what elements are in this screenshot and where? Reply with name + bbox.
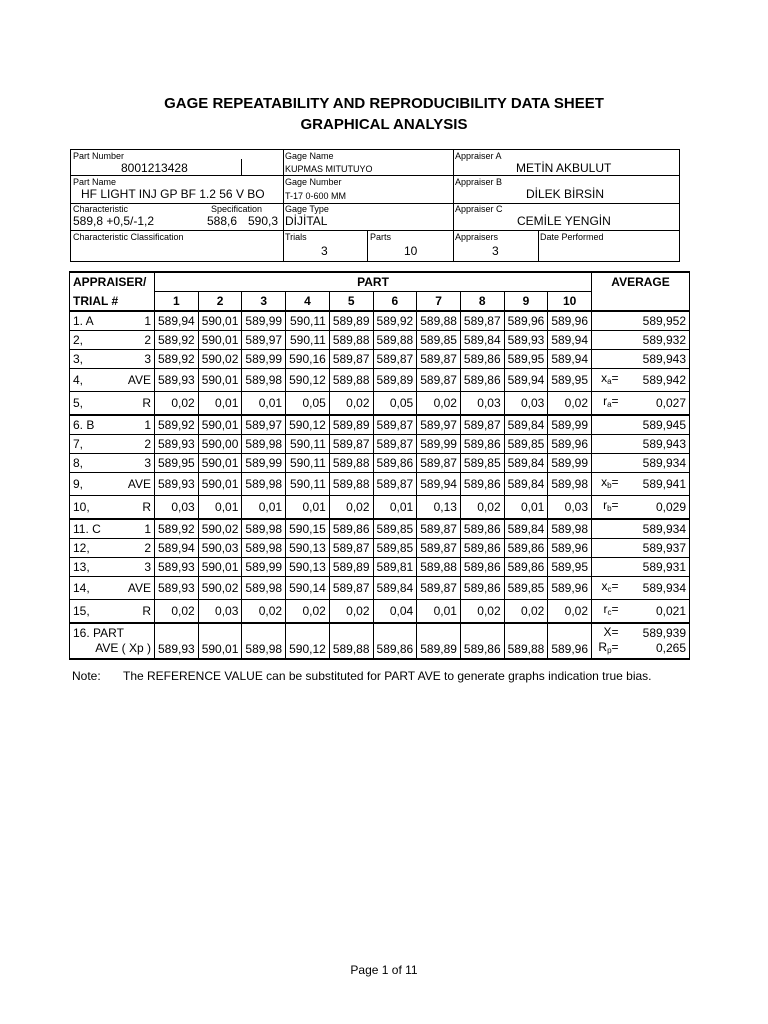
- row-label: 13, 3: [70, 558, 155, 577]
- cell-value: 589,95: [548, 369, 592, 392]
- part-average-value: 590,12: [286, 623, 330, 659]
- part-number-header: 5: [329, 292, 373, 312]
- cell-value: 589,96: [548, 577, 592, 600]
- cell-value: 0,02: [417, 392, 461, 416]
- cell-value: 589,86: [460, 435, 504, 454]
- average-symbol: [592, 331, 622, 350]
- cell-value: 589,94: [417, 473, 461, 496]
- row-average: 589,945: [622, 415, 690, 435]
- average-symbol: $x_b=$: [592, 473, 622, 496]
- cell-value: 0,05: [373, 392, 417, 416]
- table-row: [70, 331, 690, 350]
- appraisers-value: 3: [492, 244, 499, 258]
- cell-value: 589,94: [504, 369, 548, 392]
- row-average: 589,934: [622, 454, 690, 473]
- cell-value: 589,93: [155, 435, 199, 454]
- cell-value: 589,87: [329, 350, 373, 369]
- cell-value: 589,98: [242, 519, 286, 539]
- cell-value: 590,12: [286, 415, 330, 435]
- cell-value: 589,87: [460, 311, 504, 331]
- characteristic-value: 589,8 +0,5/-1,2: [73, 214, 155, 228]
- cell-value: 589,98: [548, 473, 592, 496]
- cell-value: 589,88: [373, 331, 417, 350]
- row-label: 1. A 1: [70, 311, 155, 331]
- cell-value: 589,87: [373, 435, 417, 454]
- part-number-header: 10: [548, 292, 592, 312]
- cell-value: 590,02: [198, 577, 242, 600]
- page-title-line1: GAGE REPEATABILITY AND REPRODUCIBILITY DATA SHEET: [164, 95, 604, 112]
- cell-value: 589,88: [417, 311, 461, 331]
- grand-average-symbols: X= $R_p=$: [592, 623, 622, 659]
- gage-name-value: KUPMAS MITUTUYO: [285, 164, 373, 174]
- row-label: 11. C 1: [70, 519, 155, 539]
- cell-value: 589,87: [460, 415, 504, 435]
- part-number-label: Part Number: [73, 151, 125, 161]
- appraiser-a-value: METİN AKBULUT: [516, 161, 612, 175]
- appraiser-header: APPRAISER/: [70, 272, 155, 292]
- gage-type-value: DİJİTAL: [285, 214, 328, 228]
- grand-average-values: 589,939 0,265: [622, 623, 690, 659]
- cell-value: 589,89: [373, 369, 417, 392]
- cell-value: 589,86: [460, 577, 504, 600]
- part-number-header: 2: [198, 292, 242, 312]
- cell-value: 590,16: [286, 350, 330, 369]
- cell-value: 589,86: [504, 539, 548, 558]
- cell-value: 589,86: [460, 558, 504, 577]
- cell-value: 589,93: [155, 577, 199, 600]
- cell-value: 589,87: [329, 539, 373, 558]
- cell-value: 590,01: [198, 558, 242, 577]
- cell-value: 589,86: [460, 473, 504, 496]
- cell-value: 589,88: [329, 369, 373, 392]
- cell-value: 589,87: [417, 577, 461, 600]
- cell-value: 589,98: [548, 519, 592, 539]
- appraiser-b-label: Appraiser B: [455, 177, 503, 187]
- row-label: 15, R: [70, 600, 155, 624]
- cell-value: 589,87: [373, 350, 417, 369]
- cell-value: 589,84: [504, 519, 548, 539]
- cell-value: 590,11: [286, 454, 330, 473]
- cell-value: 590,13: [286, 539, 330, 558]
- cell-value: 589,89: [329, 311, 373, 331]
- cell-value: 0,02: [548, 392, 592, 416]
- cell-value: 589,87: [417, 539, 461, 558]
- cell-value: 590,11: [286, 311, 330, 331]
- cell-value: 589,93: [155, 473, 199, 496]
- table-row: [70, 577, 690, 600]
- cell-value: 589,92: [155, 331, 199, 350]
- part-number-value: 8001213428: [121, 161, 188, 175]
- row-average: 0,021: [622, 600, 690, 624]
- cell-value: 0,04: [373, 600, 417, 624]
- cell-value: 590,01: [198, 311, 242, 331]
- table-row: [70, 415, 690, 435]
- part-average-value: 589,93: [155, 623, 199, 659]
- cell-value: 589,98: [242, 577, 286, 600]
- cell-value: 0,02: [329, 392, 373, 416]
- average-symbol: $r_c=$: [592, 600, 622, 624]
- average-symbol: $x_a=$: [592, 369, 622, 392]
- note-text: The REFERENCE VALUE can be substituted for PART AVE to generate graphs indication true bias.: [123, 669, 652, 683]
- cell-value: 0,02: [155, 600, 199, 624]
- part-number-header: 4: [286, 292, 330, 312]
- cell-value: 0,02: [460, 600, 504, 624]
- table-row: [70, 558, 690, 577]
- spec-high-value: 590,3: [248, 214, 279, 228]
- cell-value: 590,01: [198, 369, 242, 392]
- table-row: [70, 496, 690, 520]
- average-header: AVERAGE: [592, 272, 690, 292]
- cell-value: 589,94: [548, 331, 592, 350]
- cell-value: 0,02: [548, 600, 592, 624]
- average-symbol: [592, 539, 622, 558]
- cell-value: 589,92: [155, 350, 199, 369]
- table-row: [70, 473, 690, 496]
- cell-value: 589,87: [329, 435, 373, 454]
- part-number-header: 6: [373, 292, 417, 312]
- row-average: 589,952: [622, 311, 690, 331]
- cell-value: 589,86: [460, 369, 504, 392]
- gage-number-value: T-17 0-600 MM: [285, 191, 347, 201]
- cell-value: 589,97: [242, 415, 286, 435]
- cell-value: 589,89: [329, 558, 373, 577]
- part-name-value: HF LIGHT INJ GP BF 1.2 56 V BO: [81, 187, 265, 201]
- specification-label: Specification: [211, 204, 263, 214]
- cell-value: 590,00: [198, 435, 242, 454]
- header-info-block: [70, 149, 680, 262]
- cell-value: 589,92: [155, 519, 199, 539]
- cell-value: 589,85: [460, 454, 504, 473]
- appraiser-b-value: DİLEK BİRSİN: [526, 187, 605, 201]
- trials-label: Trials: [285, 232, 307, 242]
- cell-value: 589,98: [242, 435, 286, 454]
- row-average: 0,027: [622, 392, 690, 416]
- cell-value: 589,88: [329, 454, 373, 473]
- spec-low-value: 588,6: [207, 214, 238, 228]
- part-average-row: [70, 623, 690, 659]
- part-number-header: 3: [242, 292, 286, 312]
- cell-value: 589,94: [155, 539, 199, 558]
- row-label: 8, 3: [70, 454, 155, 473]
- cell-value: 589,85: [373, 539, 417, 558]
- cell-value: 589,95: [155, 454, 199, 473]
- part-average-value: 589,89: [417, 623, 461, 659]
- appraiser-c-label: Appraiser C: [455, 204, 503, 214]
- cell-value: 589,86: [373, 454, 417, 473]
- cell-value: 590,14: [286, 577, 330, 600]
- row-label: 2, 2: [70, 331, 155, 350]
- characteristic-label: Characteristic: [73, 204, 129, 214]
- date-performed-label: Date Performed: [540, 232, 604, 242]
- row-label: 10, R: [70, 496, 155, 520]
- cell-value: 589,87: [373, 415, 417, 435]
- average-symbol: $r_b=$: [592, 496, 622, 520]
- part-average-value: 589,86: [373, 623, 417, 659]
- cell-value: 590,11: [286, 435, 330, 454]
- cell-value: 0,02: [329, 600, 373, 624]
- part-name-label: Part Name: [73, 177, 117, 187]
- cell-value: 589,96: [504, 311, 548, 331]
- table-row: [70, 392, 690, 416]
- cell-value: 0,03: [198, 600, 242, 624]
- table-row: [70, 454, 690, 473]
- table-row: [70, 600, 690, 624]
- part-number-header: 1: [155, 292, 199, 312]
- cell-value: 589,98: [242, 369, 286, 392]
- average-symbol: [592, 415, 622, 435]
- cell-value: 589,99: [242, 454, 286, 473]
- row-label: 6. B 1: [70, 415, 155, 435]
- cell-value: 0,01: [286, 496, 330, 520]
- cell-value: 590,03: [198, 539, 242, 558]
- cell-value: 590,01: [198, 415, 242, 435]
- part-average-value: 589,98: [242, 623, 286, 659]
- appraisers-label: Appraisers: [455, 232, 499, 242]
- trial-header: TRIAL #: [70, 292, 155, 312]
- cell-value: 589,92: [155, 415, 199, 435]
- row-average: 0,029: [622, 496, 690, 520]
- cell-value: 589,93: [504, 331, 548, 350]
- part-average-value: 589,86: [460, 623, 504, 659]
- cell-value: 590,11: [286, 473, 330, 496]
- cell-value: 589,95: [504, 350, 548, 369]
- cell-value: 589,87: [329, 577, 373, 600]
- average-symbol: $x_c=$: [592, 577, 622, 600]
- cell-value: 0,03: [504, 392, 548, 416]
- part-number-header: 8: [460, 292, 504, 312]
- cell-value: 589,87: [417, 519, 461, 539]
- part-average-value: 589,88: [329, 623, 373, 659]
- row-label: 3, 3: [70, 350, 155, 369]
- row-average: 589,934: [622, 519, 690, 539]
- cell-value: 0,01: [242, 496, 286, 520]
- cell-value: 0,02: [504, 600, 548, 624]
- char-classification-label: Characteristic Classification: [73, 232, 184, 242]
- cell-value: 590,11: [286, 331, 330, 350]
- cell-value: 0,01: [242, 392, 286, 416]
- cell-value: 589,94: [548, 350, 592, 369]
- row-average: 589,931: [622, 558, 690, 577]
- row-label: 5, R: [70, 392, 155, 416]
- cell-value: 589,84: [504, 473, 548, 496]
- part-average-value: 589,88: [504, 623, 548, 659]
- cell-value: 0,01: [373, 496, 417, 520]
- row-label: 9, AVE: [70, 473, 155, 496]
- row-average: 589,942: [622, 369, 690, 392]
- average-symbol: [592, 311, 622, 331]
- part-average-value: 589,96: [548, 623, 592, 659]
- average-symbol: [592, 519, 622, 539]
- cell-value: 0,01: [417, 600, 461, 624]
- trials-value: 3: [321, 244, 328, 258]
- table-row: [70, 435, 690, 454]
- cell-value: 590,01: [198, 473, 242, 496]
- cell-value: 589,88: [417, 558, 461, 577]
- cell-value: 589,86: [460, 519, 504, 539]
- table-row: [70, 369, 690, 392]
- cell-value: 0,01: [198, 392, 242, 416]
- cell-value: 589,84: [460, 331, 504, 350]
- part-number-header: 7: [417, 292, 461, 312]
- cell-value: 0,01: [504, 496, 548, 520]
- cell-value: 590,15: [286, 519, 330, 539]
- row-label: 12, 2: [70, 539, 155, 558]
- average-symbol: [592, 558, 622, 577]
- cell-value: 589,86: [460, 539, 504, 558]
- cell-value: 589,86: [460, 350, 504, 369]
- cell-value: 589,92: [373, 311, 417, 331]
- row-average: 589,943: [622, 435, 690, 454]
- cell-value: 589,87: [417, 369, 461, 392]
- cell-value: 589,84: [504, 454, 548, 473]
- cell-value: 589,86: [329, 519, 373, 539]
- cell-value: 0,02: [155, 392, 199, 416]
- table-row: [70, 311, 690, 331]
- cell-value: 589,99: [242, 558, 286, 577]
- cell-value: 589,99: [242, 311, 286, 331]
- part-average-label: 16. PART AVE ( Xp ): [70, 623, 155, 659]
- gage-type-label: Gage Type: [285, 204, 329, 214]
- row-label: 7, 2: [70, 435, 155, 454]
- row-average: 589,932: [622, 331, 690, 350]
- average-symbol: [592, 454, 622, 473]
- cell-value: 589,93: [155, 558, 199, 577]
- cell-value: 589,85: [504, 435, 548, 454]
- average-symbol: $r_a=$: [592, 392, 622, 416]
- gage-number-label: Gage Number: [285, 177, 342, 187]
- parts-value: 10: [404, 244, 418, 258]
- cell-value: 589,87: [417, 350, 461, 369]
- part-header: PART: [155, 272, 592, 292]
- cell-value: 0,05: [286, 392, 330, 416]
- parts-label: Parts: [370, 232, 392, 242]
- average-symbol: [592, 435, 622, 454]
- table-row: [70, 539, 690, 558]
- row-label: 14, AVE: [70, 577, 155, 600]
- cell-value: 589,89: [329, 415, 373, 435]
- cell-value: 590,01: [198, 331, 242, 350]
- cell-value: 589,85: [504, 577, 548, 600]
- cell-value: 0,01: [198, 496, 242, 520]
- cell-value: 590,12: [286, 369, 330, 392]
- data-table: [69, 271, 690, 660]
- cell-value: 590,13: [286, 558, 330, 577]
- cell-value: 589,97: [242, 331, 286, 350]
- cell-value: 589,81: [373, 558, 417, 577]
- cell-value: 589,94: [155, 311, 199, 331]
- cell-value: 590,02: [198, 519, 242, 539]
- cell-value: 589,85: [417, 331, 461, 350]
- cell-value: 589,88: [329, 473, 373, 496]
- cell-value: 589,98: [242, 539, 286, 558]
- table-row: [70, 350, 690, 369]
- cell-value: 589,87: [373, 473, 417, 496]
- cell-value: 590,02: [198, 350, 242, 369]
- row-average: 589,943: [622, 350, 690, 369]
- cell-value: 589,96: [548, 311, 592, 331]
- cell-value: 589,98: [242, 473, 286, 496]
- cell-value: 589,86: [504, 558, 548, 577]
- cell-value: 0,03: [460, 392, 504, 416]
- part-average-value: 590,01: [198, 623, 242, 659]
- cell-value: 589,84: [504, 415, 548, 435]
- row-label: 4, AVE: [70, 369, 155, 392]
- appraiser-c-value: CEMİLE YENGİN: [517, 214, 611, 228]
- cell-value: 589,93: [155, 369, 199, 392]
- cell-value: 0,02: [460, 496, 504, 520]
- cell-value: 589,96: [548, 539, 592, 558]
- cell-value: 589,99: [548, 454, 592, 473]
- cell-value: 0,03: [155, 496, 199, 520]
- cell-value: 589,99: [548, 415, 592, 435]
- cell-value: 590,01: [198, 454, 242, 473]
- part-number-header: 9: [504, 292, 548, 312]
- cell-value: 0,02: [286, 600, 330, 624]
- average-symbol: [592, 350, 622, 369]
- cell-value: 589,95: [548, 558, 592, 577]
- cell-value: 0,02: [242, 600, 286, 624]
- cell-value: 589,97: [417, 415, 461, 435]
- page-title-line2: GRAPHICAL ANALYSIS: [300, 116, 468, 133]
- cell-value: 589,85: [373, 519, 417, 539]
- note-label: Note:: [72, 669, 101, 683]
- row-average: 589,941: [622, 473, 690, 496]
- cell-value: 589,88: [329, 331, 373, 350]
- cell-value: 0,02: [329, 496, 373, 520]
- cell-value: 589,99: [417, 435, 461, 454]
- cell-value: 589,84: [373, 577, 417, 600]
- page-footer: Page 1 of 11: [350, 963, 418, 977]
- cell-value: 0,03: [548, 496, 592, 520]
- gage-name-label: Gage Name: [285, 151, 334, 161]
- row-average: 589,934: [622, 577, 690, 600]
- cell-value: 589,99: [242, 350, 286, 369]
- cell-value: 589,96: [548, 435, 592, 454]
- row-average: 589,937: [622, 539, 690, 558]
- cell-value: 0,13: [417, 496, 461, 520]
- cell-value: 589,87: [417, 454, 461, 473]
- table-row: [70, 519, 690, 539]
- appraiser-a-label: Appraiser A: [455, 151, 502, 161]
- average-header-spacer: [592, 292, 690, 312]
